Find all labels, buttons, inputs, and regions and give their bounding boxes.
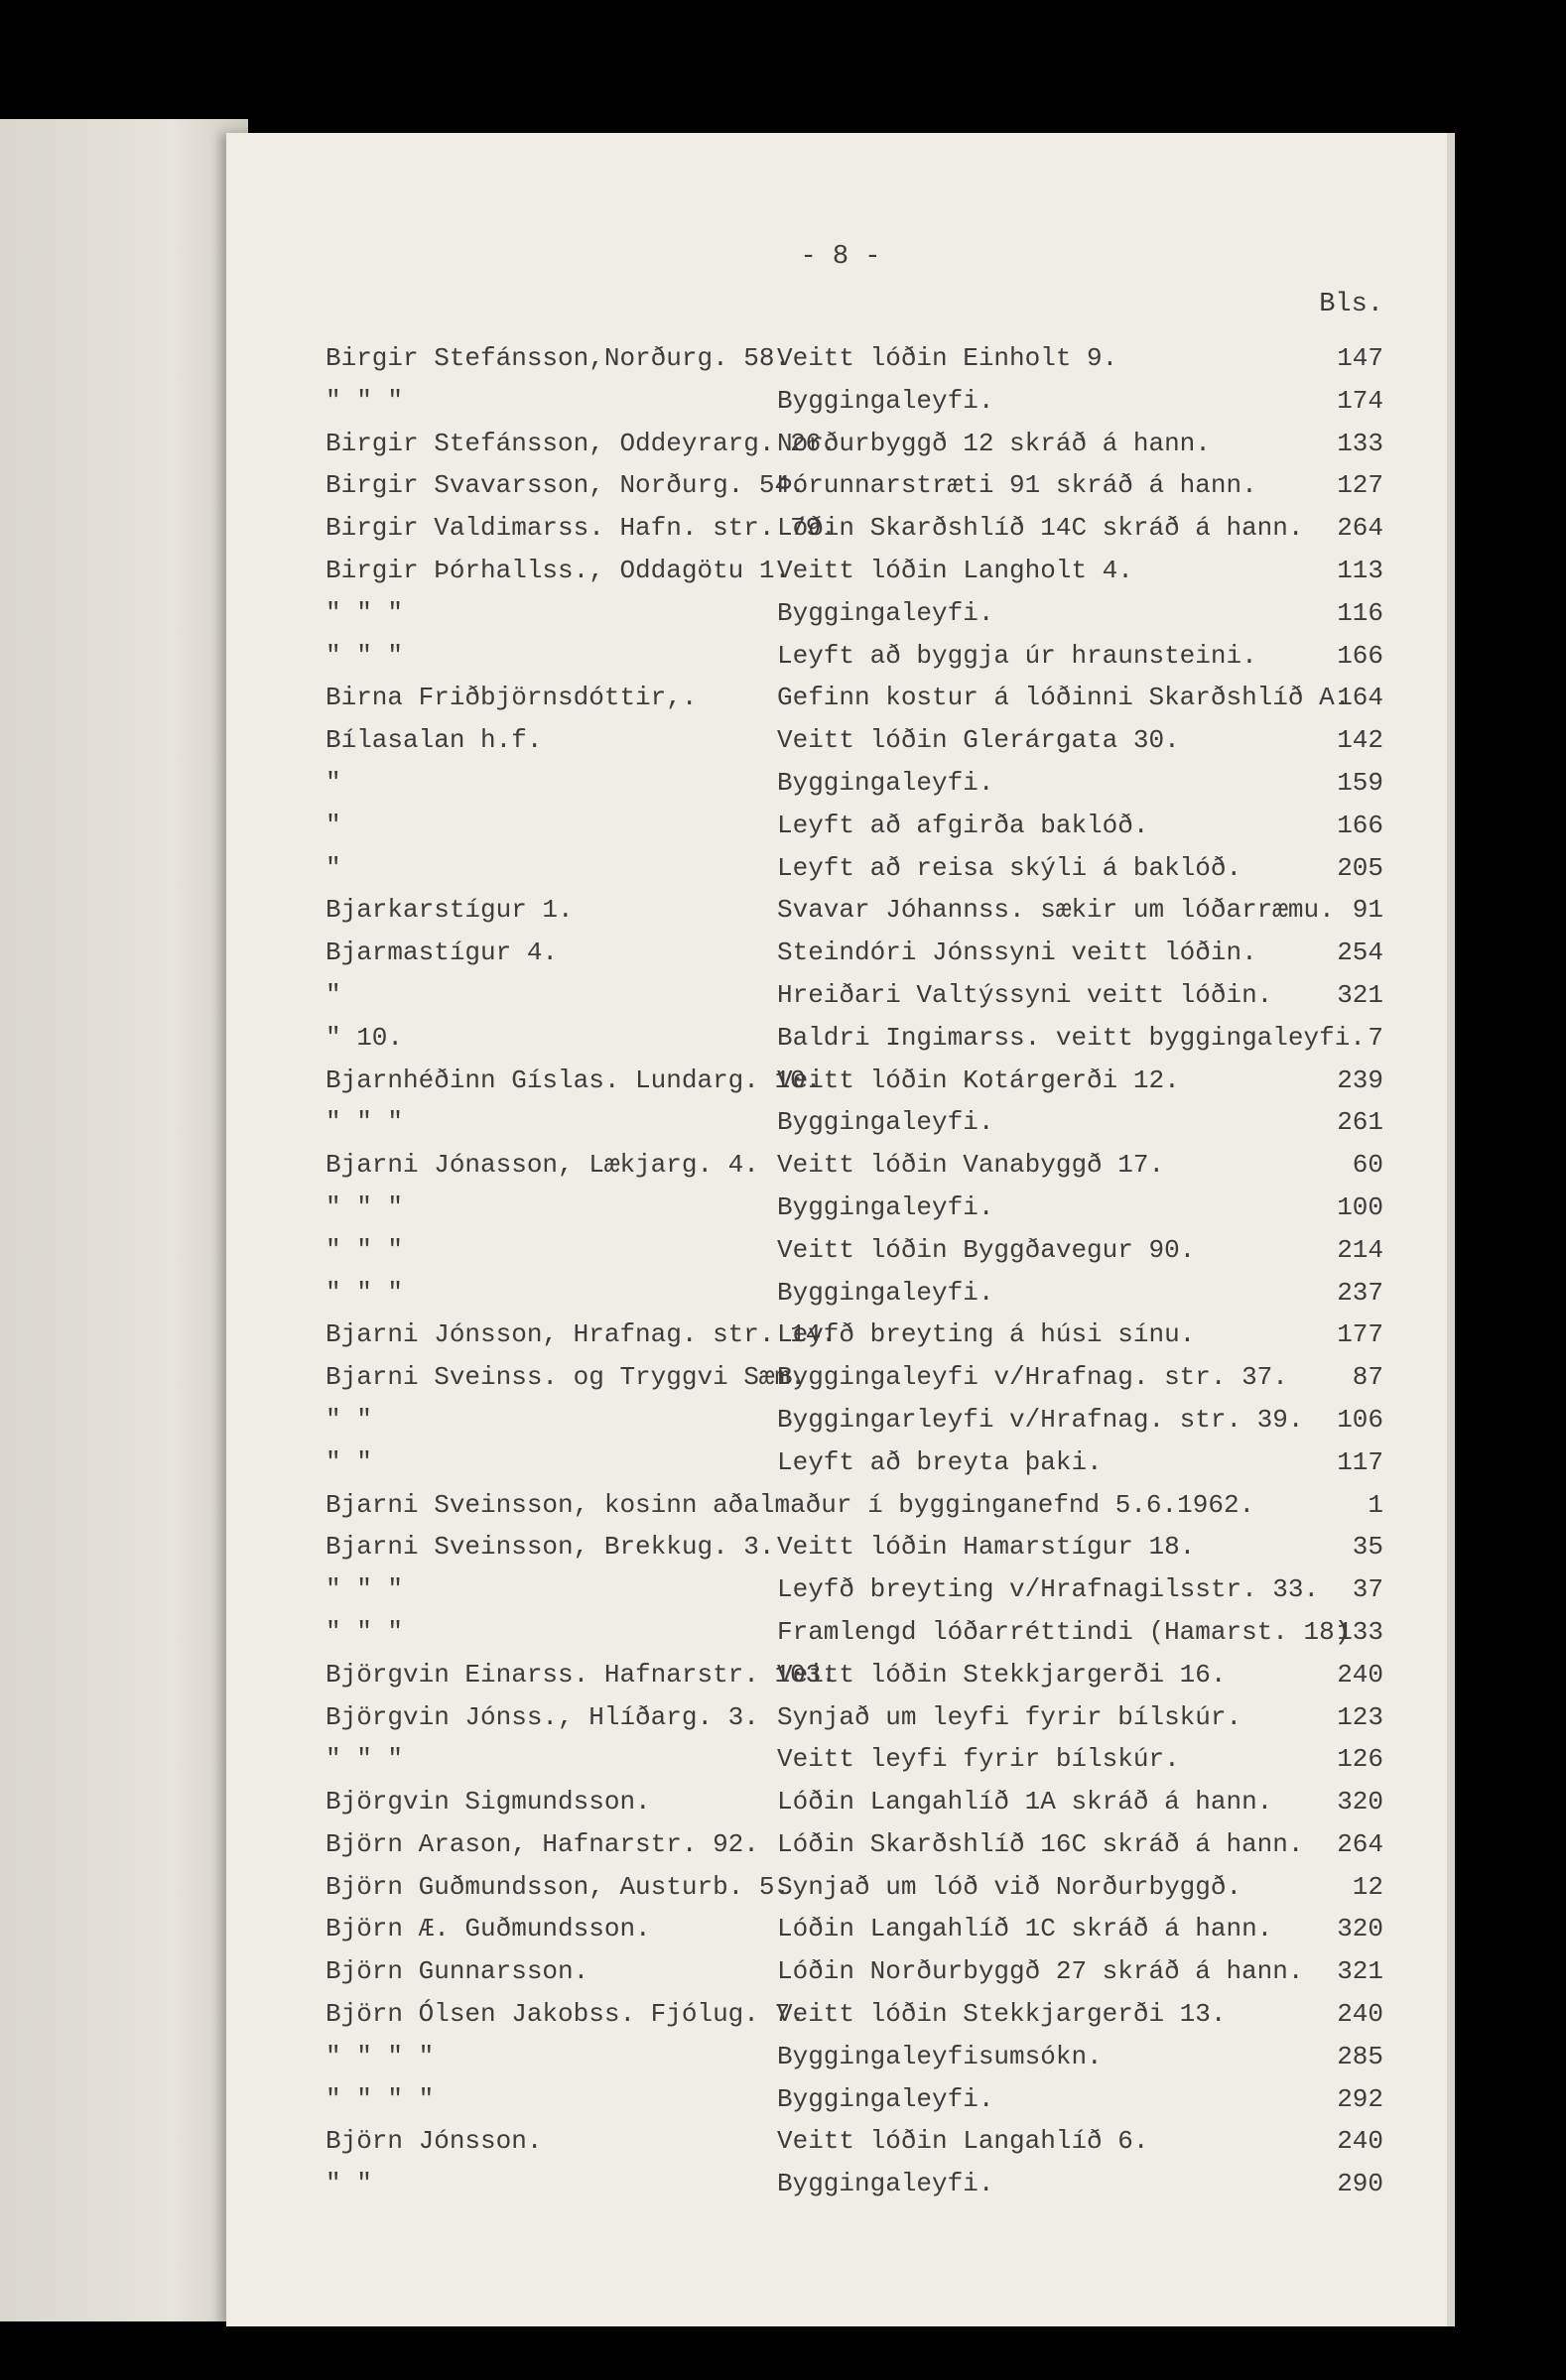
- list-item: [226, 723, 1455, 766]
- entry-page: 290: [1337, 2169, 1383, 2199]
- entry-text: Synjað um lóð við Norðurbyggð.: [777, 1871, 1242, 1902]
- entry-page: 133: [1337, 428, 1383, 458]
- list-item: [226, 1360, 1455, 1403]
- entry-text: Veitt lóðin Glerárgata 30.: [777, 725, 1180, 756]
- list-item: [226, 1488, 1455, 1531]
- entry-page: 240: [1337, 1659, 1383, 1690]
- list-item: [226, 1997, 1455, 2040]
- entry-page: 12: [1352, 1871, 1383, 1902]
- entry-text: Byggingaleyfi.: [777, 1107, 994, 1138]
- list-item: [226, 936, 1455, 978]
- list-item: [226, 1615, 1455, 1658]
- entry-page: 159: [1337, 767, 1383, 798]
- entry-text: Gefinn kostur á lóðinni Skarðshlíð A.: [777, 683, 1351, 713]
- list-item: [226, 1148, 1455, 1190]
- entry-name: " " ": [326, 1574, 404, 1605]
- document-page: [226, 133, 1455, 2326]
- entry-name: " " ": [326, 1744, 404, 1775]
- entry-name: Bjarmastígur 4.: [326, 938, 559, 968]
- entry-text: Veitt lóðin Kotárgerði 12.: [777, 1065, 1180, 1095]
- entry-name: " " " ": [326, 2041, 435, 2071]
- entry-text: Byggingaleyfi.: [777, 767, 994, 798]
- entry-name: " ": [326, 2169, 372, 2199]
- entry-text: Leyft að afgirða baklóð.: [777, 810, 1149, 840]
- entry-text: Hreiðari Valtýssyni veitt lóðin.: [777, 979, 1273, 1010]
- entry-text: Baldri Ingimarss. veitt byggingaleyfi.: [777, 1022, 1366, 1053]
- list-item: [226, 1064, 1455, 1106]
- entry-text: Byggingaleyfi v/Hrafnag. str. 37.: [777, 1362, 1288, 1393]
- entry-text: Leyft að reisa skýli á baklóð.: [777, 852, 1242, 883]
- entry-name: " " ": [326, 1616, 404, 1647]
- entry-text: Veitt leyfi fyrir bílskúr.: [777, 1744, 1180, 1775]
- entry-name: " " ": [326, 1234, 404, 1265]
- entry-text: Byggingaleyfi.: [777, 1277, 994, 1308]
- entry-name: Bjarnhéðinn Gíslas. Lundarg. 10.: [326, 1065, 822, 1095]
- entry-name: Birna Friðbjörnsdóttir,.: [326, 683, 698, 713]
- entry-name: Birgir Þórhallss., Oddagötu 1.: [326, 555, 791, 585]
- list-item: [226, 1870, 1455, 1913]
- entry-page: 292: [1337, 2083, 1383, 2114]
- entry-name: Bjarni Jónsson, Hrafnag. str. 14.: [326, 1319, 837, 1350]
- entry-name: " " ": [326, 640, 404, 671]
- entry-page: 123: [1337, 1701, 1383, 1732]
- entry-name: Björn Gunnarsson.: [326, 1956, 589, 1987]
- list-item: [226, 1317, 1455, 1360]
- entry-text: Framlengd lóðarréttindi (Hamarst. 18): [777, 1616, 1351, 1647]
- entry-text: Lóðin Langahlíð 1C skráð á hann.: [777, 1914, 1273, 1944]
- list-item: [226, 1445, 1455, 1488]
- index-list: [226, 341, 1455, 2209]
- entry-page: 240: [1337, 1999, 1383, 2030]
- list-item: [226, 1021, 1455, 1064]
- entry-name: " ": [326, 1404, 372, 1435]
- entry-page: 177: [1337, 1319, 1383, 1350]
- entry-page: 174: [1337, 385, 1383, 416]
- list-item: [226, 2124, 1455, 2167]
- entry-name: ": [326, 979, 341, 1010]
- entry-page: 321: [1337, 1956, 1383, 1987]
- list-item: [226, 1742, 1455, 1785]
- entry-page: 254: [1337, 938, 1383, 968]
- entry-name: Bjarni Sveinsson, Brekkug. 3.: [326, 1532, 775, 1563]
- entry-text: Norðurbyggð 12 skráð á hann.: [777, 428, 1211, 458]
- list-item: [226, 2082, 1455, 2125]
- list-item: [226, 681, 1455, 723]
- list-item: [226, 1827, 1455, 1870]
- entry-name: " " ": [326, 1191, 404, 1222]
- list-item: [226, 1700, 1455, 1743]
- list-item: [226, 809, 1455, 851]
- entry-name: Birgir Valdimarss. Hafn. str. 79.: [326, 513, 837, 544]
- entry-text: Leyft að breyta þaki.: [777, 1446, 1103, 1477]
- entry-page: 320: [1337, 1914, 1383, 1944]
- entry-page: 142: [1337, 725, 1383, 756]
- list-item: [226, 1785, 1455, 1827]
- entry-text: Byggingaleyfi.: [777, 2169, 994, 2199]
- entry-page: 264: [1337, 1828, 1383, 1859]
- list-item: [226, 2167, 1455, 2209]
- entry-name: Björgvin Einarss. Hafnarstr. 103.: [326, 1659, 837, 1690]
- entry-text: Veitt lóðin Einholt 9.: [777, 343, 1118, 373]
- entry-text: Leyfð breyting á húsi sínu.: [777, 1319, 1196, 1350]
- entry-name: Björn Jónsson.: [326, 2126, 543, 2157]
- entry-text: Veitt lóðin Langholt 4.: [777, 555, 1133, 585]
- list-item: [226, 1276, 1455, 1318]
- entry-page: 264: [1337, 513, 1383, 544]
- entry-name: " " ": [326, 1277, 404, 1308]
- list-item: [226, 1403, 1455, 1445]
- list-item: [226, 893, 1455, 936]
- entry-page: 285: [1337, 2041, 1383, 2071]
- entry-page: 113: [1337, 555, 1383, 585]
- entry-page: 166: [1337, 640, 1383, 671]
- page-number: - 8 -: [800, 242, 881, 272]
- entry-text: Veitt lóðin Hamarstígur 18.: [777, 1532, 1196, 1563]
- list-item: [226, 978, 1455, 1021]
- entry-name: Bjarkarstígur 1.: [326, 895, 574, 926]
- entry-text: Byggingaleyfi.: [777, 385, 994, 416]
- entry-name: " " ": [326, 385, 404, 416]
- entry-name: Björgvin Sigmundsson.: [326, 1787, 651, 1817]
- entry-name: ": [326, 852, 341, 883]
- list-item: [226, 1190, 1455, 1233]
- entry-page: 205: [1337, 852, 1383, 883]
- entry-name: " " " ": [326, 2083, 435, 2114]
- list-item: [226, 766, 1455, 809]
- entry-text: Byggingaleyfi.: [777, 1191, 994, 1222]
- list-item: [226, 639, 1455, 682]
- entry-page: 37: [1352, 1574, 1383, 1605]
- entry-text: Veitt lóðin Vanabyggð 17.: [777, 1150, 1165, 1181]
- entry-name: Björn Arason, Hafnarstr. 92.: [326, 1828, 759, 1859]
- entry-name: Björn Guðmundsson, Austurb. 5.: [326, 1871, 791, 1902]
- entry-text: Leyft að byggja úr hraunsteini.: [777, 640, 1257, 671]
- list-item: [226, 427, 1455, 469]
- entry-page: 87: [1352, 1362, 1383, 1393]
- entry-page: 261: [1337, 1107, 1383, 1138]
- entry-name: Bjarni Sveinsson, kosinn aðalmaður í bygginganefnd 5.6.1962.: [326, 1489, 1255, 1520]
- entry-text: Byggingaleyfisumsókn.: [777, 2041, 1103, 2071]
- entry-text: Synjað um leyfi fyrir bílskúr.: [777, 1701, 1242, 1732]
- entry-page: 133: [1337, 1616, 1383, 1647]
- entry-name: " 10.: [326, 1022, 404, 1053]
- entry-page: 126: [1337, 1744, 1383, 1775]
- page-edge: [1447, 133, 1455, 2326]
- list-item: [226, 1572, 1455, 1615]
- list-item: [226, 851, 1455, 894]
- entry-name: Björn Æ. Guðmundsson.: [326, 1914, 651, 1944]
- list-item: [226, 1105, 1455, 1148]
- entry-page: 164: [1337, 683, 1383, 713]
- column-header-bls: Bls.: [1319, 290, 1383, 319]
- entry-name: Birgir Stefánsson,Norðurg. 58.: [326, 343, 791, 373]
- list-item: [226, 468, 1455, 511]
- entry-page: 35: [1352, 1532, 1383, 1563]
- facing-page: [0, 119, 248, 2321]
- list-item: [226, 1912, 1455, 1954]
- entry-text: Byggingaleyfi.: [777, 597, 994, 628]
- entry-text: Veitt lóðin Stekkjargerði 16.: [777, 1659, 1227, 1690]
- list-item: [226, 2040, 1455, 2082]
- entry-text: Lóðin Skarðshlíð 14C skráð á hann.: [777, 513, 1304, 544]
- list-item: [226, 596, 1455, 639]
- entry-text: Lóðin Skarðshlíð 16C skráð á hann.: [777, 1828, 1304, 1859]
- entry-text: Svavar Jóhannss. sækir um lóðarræmu.: [777, 895, 1335, 926]
- entry-page: 147: [1337, 343, 1383, 373]
- entry-page: 60: [1352, 1150, 1383, 1181]
- entry-page: 240: [1337, 2126, 1383, 2157]
- entry-text: Byggingarleyfi v/Hrafnag. str. 39.: [777, 1404, 1304, 1435]
- entry-name: " ": [326, 1446, 372, 1477]
- list-item: [226, 554, 1455, 596]
- entry-page: 116: [1337, 597, 1383, 628]
- entry-name: Bílasalan h.f.: [326, 725, 543, 756]
- entry-page: 1: [1368, 1489, 1383, 1520]
- entry-page: 320: [1337, 1787, 1383, 1817]
- entry-page: 117: [1337, 1446, 1383, 1477]
- entry-name: Bjarni Sveinss. og Tryggvi Sæm.: [326, 1362, 806, 1393]
- entry-page: 100: [1337, 1191, 1383, 1222]
- list-item: [226, 341, 1455, 384]
- list-item: [226, 1658, 1455, 1700]
- entry-name: " " ": [326, 1107, 404, 1138]
- entry-text: Veitt lóðin Byggðavegur 90.: [777, 1234, 1196, 1265]
- entry-text: Leyfð breyting v/Hrafnagilsstr. 33.: [777, 1574, 1320, 1605]
- entry-page: 7: [1368, 1022, 1383, 1053]
- list-item: [226, 511, 1455, 554]
- entry-text: Veitt lóðin Stekkjargerði 13.: [777, 1999, 1227, 2030]
- entry-page: 127: [1337, 470, 1383, 501]
- list-item: [226, 1530, 1455, 1572]
- entry-page: 91: [1352, 895, 1383, 926]
- entry-name: Björgvin Jónss., Hlíðarg. 3.: [326, 1701, 759, 1732]
- entry-name: Björn Ólsen Jakobss. Fjólug. 7.: [326, 1999, 806, 2030]
- entry-name: Birgir Svavarsson, Norðurg. 54.: [326, 470, 806, 501]
- entry-text: Byggingaleyfi.: [777, 2083, 994, 2114]
- entry-page: 214: [1337, 1234, 1383, 1265]
- entry-name: " " ": [326, 597, 404, 628]
- list-item: [226, 1954, 1455, 1997]
- entry-page: 237: [1337, 1277, 1383, 1308]
- entry-text: Þórunnarstræti 91 skráð á hann.: [777, 470, 1257, 501]
- entry-page: 106: [1337, 1404, 1383, 1435]
- entry-name: Bjarni Jónasson, Lækjarg. 4.: [326, 1150, 759, 1181]
- entry-name: ": [326, 767, 341, 798]
- entry-page: 239: [1337, 1065, 1383, 1095]
- entry-page: 321: [1337, 979, 1383, 1010]
- entry-text: Lóðin Langahlíð 1A skráð á hann.: [777, 1787, 1273, 1817]
- entry-name: ": [326, 810, 341, 840]
- entry-page: 166: [1337, 810, 1383, 840]
- list-item: [226, 384, 1455, 427]
- entry-text: Veitt lóðin Langahlíð 6.: [777, 2126, 1149, 2157]
- entry-name: Birgir Stefánsson, Oddeyrarg. 26.: [326, 428, 837, 458]
- list-item: [226, 1233, 1455, 1276]
- entry-text: Lóðin Norðurbyggð 27 skráð á hann.: [777, 1956, 1304, 1987]
- entry-text: Steindóri Jónssyni veitt lóðin.: [777, 938, 1257, 968]
